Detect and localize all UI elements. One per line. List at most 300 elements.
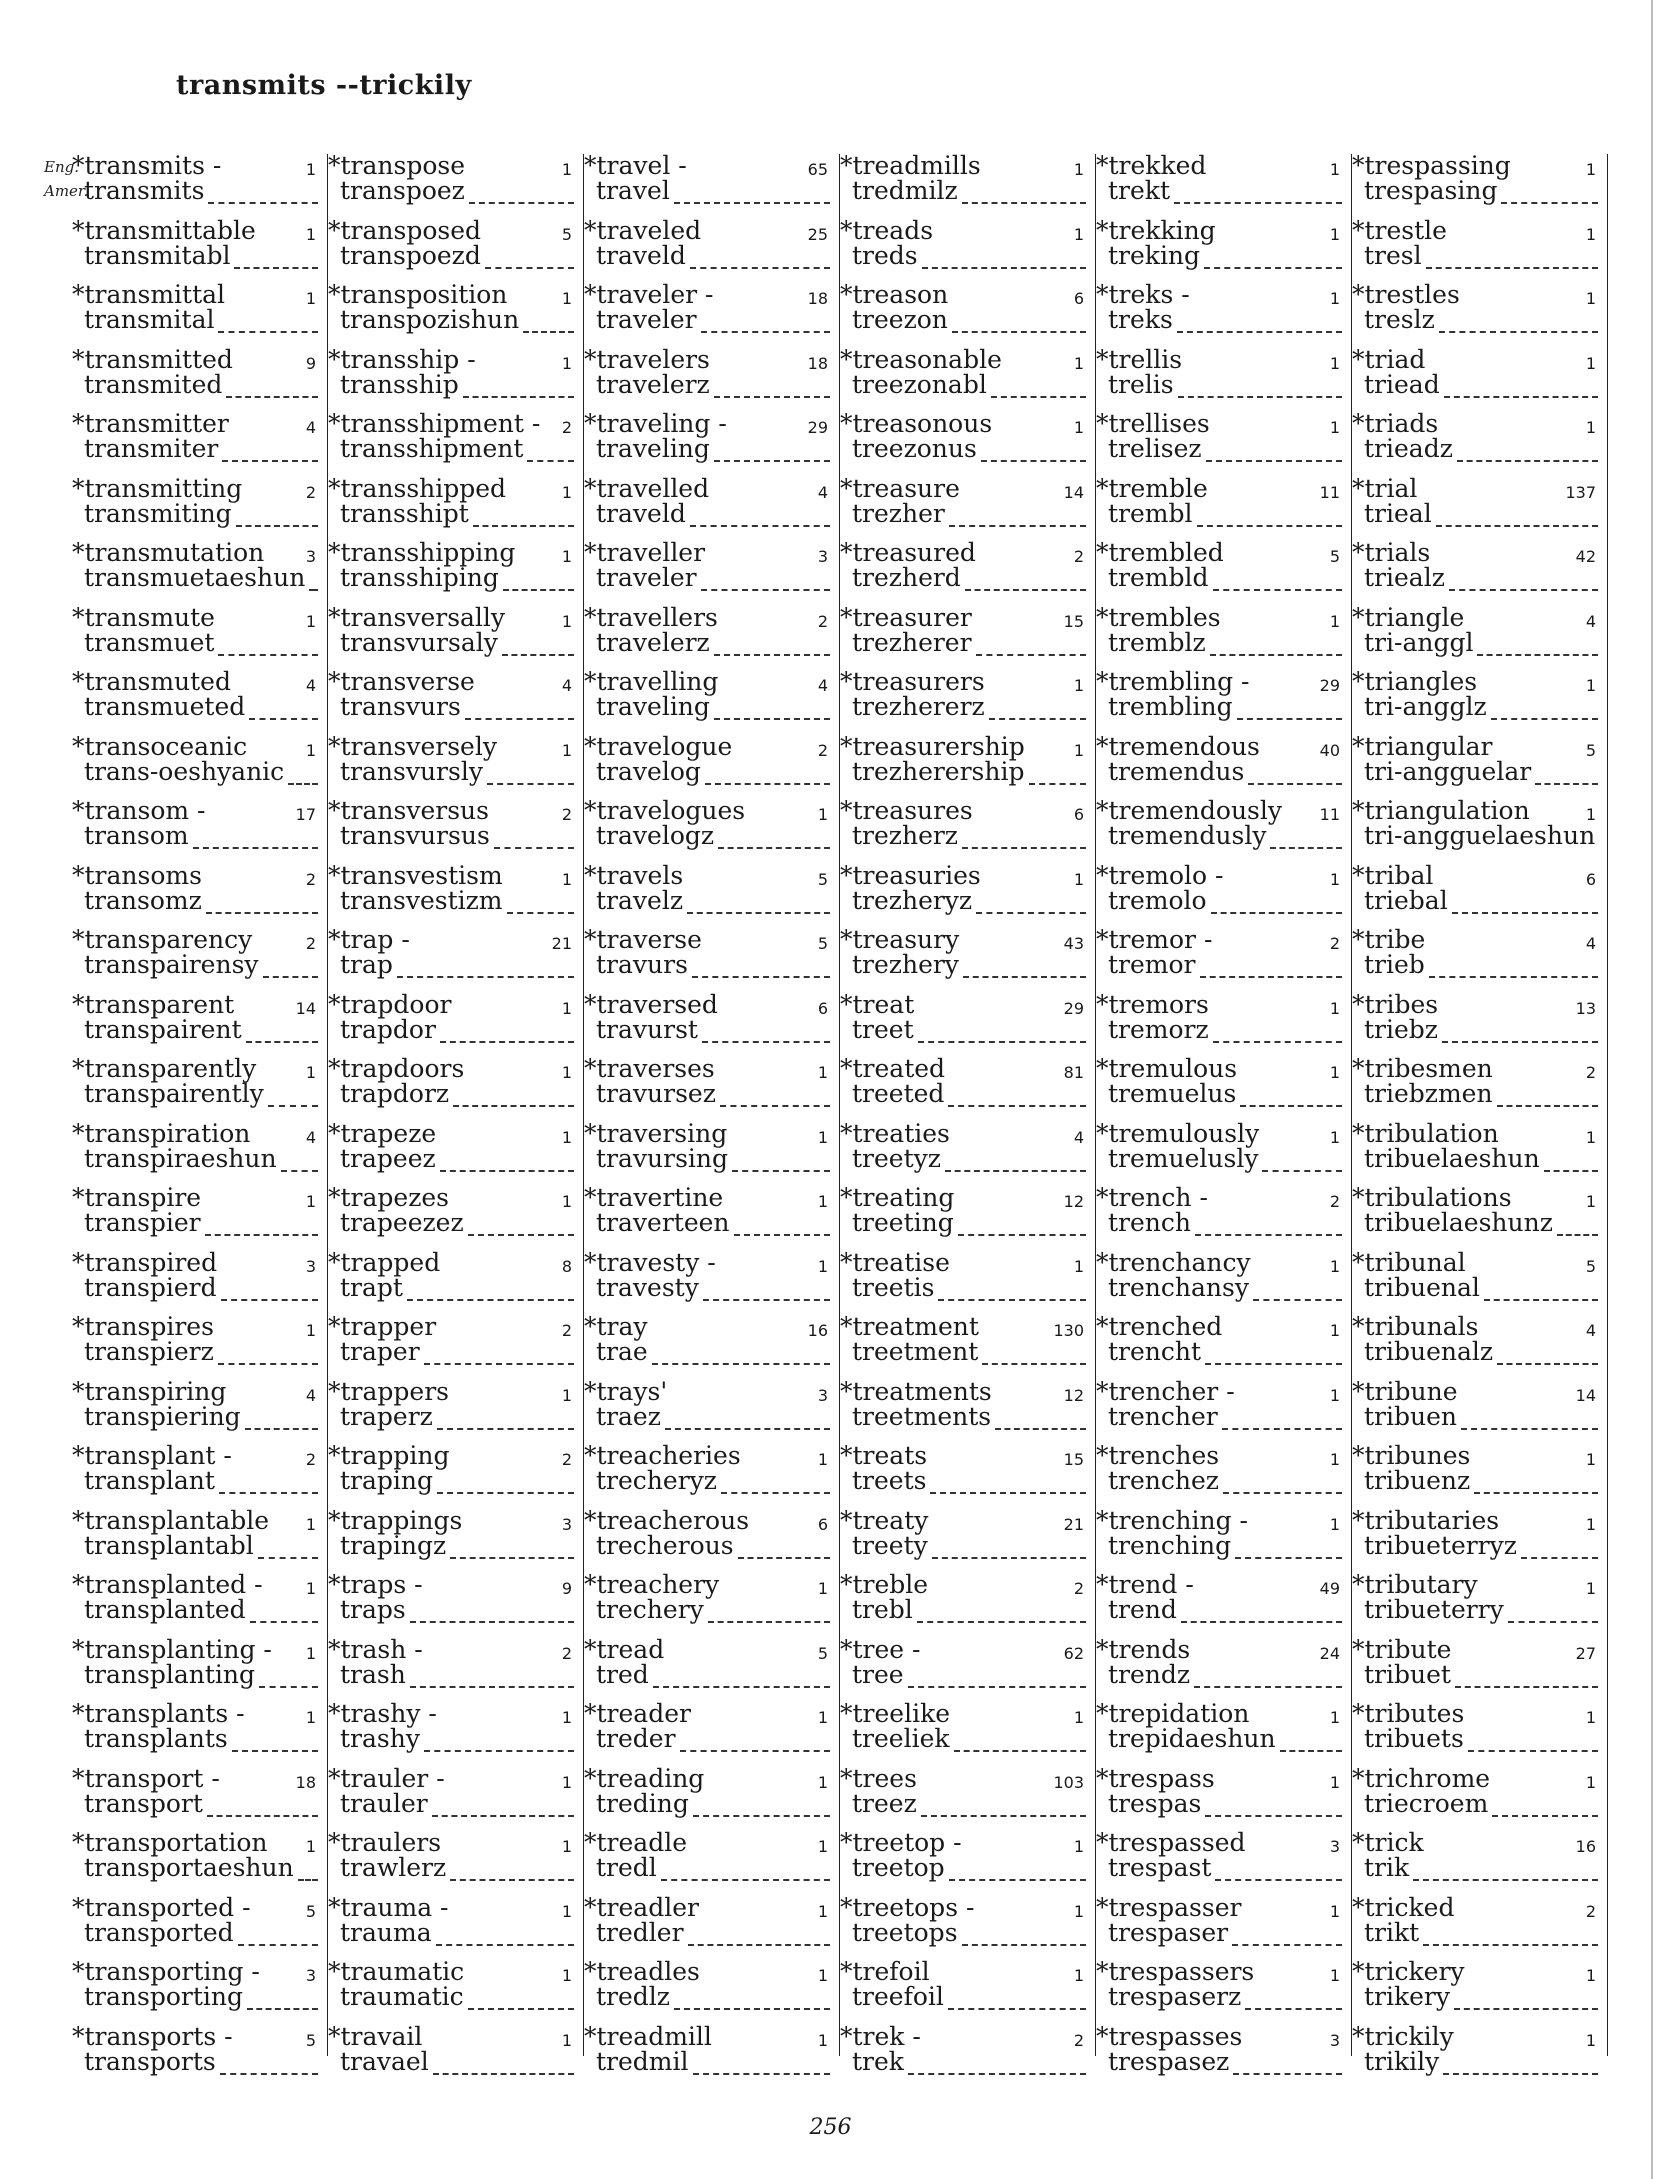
respelling: trembld bbox=[1108, 563, 1209, 592]
leader-dashes bbox=[397, 976, 574, 978]
frequency-count: 29 bbox=[1063, 998, 1084, 1018]
frequency-count: 1 bbox=[817, 805, 828, 824]
word-entry bbox=[328, 1311, 578, 1376]
respelling: transports bbox=[84, 2046, 216, 2076]
respelling: transported bbox=[84, 1917, 234, 1947]
frequency-count: 2 bbox=[305, 482, 316, 502]
frequency-count: 1 bbox=[1585, 224, 1596, 244]
frequency-count: 1 bbox=[1329, 1772, 1340, 1792]
leader-dashes bbox=[995, 1428, 1086, 1430]
headword: *trespasser bbox=[1096, 1892, 1242, 1922]
headword: *trials bbox=[1352, 538, 1431, 567]
leader-dashes bbox=[714, 396, 830, 398]
leader-dashes bbox=[1233, 2073, 1342, 2075]
respelling: treefoil bbox=[852, 1982, 944, 2011]
leader-dashes bbox=[1521, 1557, 1598, 1559]
respelling: trieb bbox=[1364, 950, 1425, 979]
headword: *travelers bbox=[584, 344, 710, 374]
frequency-count: 1 bbox=[561, 998, 572, 1018]
respelling: transvursaly bbox=[340, 627, 498, 657]
leader-dashes bbox=[948, 2008, 1086, 2010]
leader-dashes bbox=[1270, 847, 1342, 849]
respelling: trench bbox=[1108, 1208, 1191, 1237]
word-entry bbox=[840, 473, 1090, 538]
respelling: travael bbox=[340, 2046, 429, 2076]
headword: *trick bbox=[1352, 1828, 1424, 1857]
word-entry bbox=[1352, 1892, 1602, 1957]
leader-dashes bbox=[1222, 1428, 1342, 1430]
headword: *travellers bbox=[584, 602, 718, 632]
frequency-count: 1 bbox=[305, 289, 316, 308]
respelling: treety bbox=[852, 1530, 928, 1560]
leader-dashes bbox=[245, 1428, 318, 1430]
frequency-count: 1 bbox=[561, 547, 572, 566]
word-entry bbox=[72, 1892, 322, 1957]
leader-dashes bbox=[1455, 1686, 1598, 1688]
word-entry bbox=[584, 1634, 834, 1699]
leader-dashes bbox=[1262, 1170, 1342, 1172]
headword: *transmits - bbox=[72, 151, 222, 180]
leader-dashes bbox=[502, 654, 574, 656]
frequency-count: 103 bbox=[1053, 1772, 1084, 1792]
leader-dashes bbox=[207, 1815, 318, 1817]
leader-dashes bbox=[1436, 525, 1598, 527]
respelling: trapeezez bbox=[340, 1208, 464, 1237]
word-entry bbox=[1352, 1053, 1602, 1118]
frequency-count: 5 bbox=[305, 1901, 316, 1921]
respelling: trapdor bbox=[340, 1014, 436, 1044]
word-entry bbox=[584, 1311, 834, 1376]
respelling: trikery bbox=[1364, 1982, 1451, 2011]
frequency-count: 2 bbox=[305, 1450, 316, 1469]
respelling: trieadz bbox=[1364, 434, 1453, 463]
respelling: tremuelusly bbox=[1108, 1143, 1259, 1173]
word-entry bbox=[72, 860, 322, 925]
leader-dashes bbox=[693, 2073, 830, 2075]
word-entry bbox=[1096, 1182, 1346, 1247]
word-entry bbox=[840, 537, 1090, 602]
leader-dashes bbox=[523, 331, 574, 333]
headword: *transportation bbox=[72, 1828, 268, 1857]
word-entry bbox=[1352, 795, 1602, 860]
respelling: trek bbox=[852, 2046, 904, 2076]
word-entry bbox=[72, 1827, 322, 1892]
respelling: transvursly bbox=[340, 756, 483, 786]
respelling: traveling bbox=[596, 692, 710, 721]
headword: *treacheries bbox=[584, 1441, 741, 1470]
word-entry bbox=[328, 731, 578, 796]
respelling: tree bbox=[852, 1659, 904, 1689]
headword: *trepidation bbox=[1096, 1699, 1250, 1728]
leader-dashes bbox=[962, 202, 1086, 204]
word-entry bbox=[328, 1440, 578, 1505]
frequency-count: 1 bbox=[817, 1837, 828, 1856]
leader-dashes bbox=[259, 1686, 318, 1688]
respelling: trezher bbox=[852, 498, 945, 528]
column-rule bbox=[1607, 154, 1609, 2056]
headword: *treetop - bbox=[840, 1828, 962, 1857]
frequency-count: 2 bbox=[305, 869, 316, 889]
headword: *trappings bbox=[328, 1505, 463, 1535]
respelling: tremblz bbox=[1108, 627, 1206, 657]
headword: *transmute bbox=[72, 602, 215, 632]
word-entry bbox=[840, 1827, 1090, 1892]
leader-dashes bbox=[1181, 1621, 1342, 1623]
frequency-count: 3 bbox=[305, 1966, 316, 1985]
headword: *trash - bbox=[328, 1634, 423, 1664]
frequency-count: 3 bbox=[817, 1385, 828, 1405]
word-entry bbox=[584, 924, 834, 989]
headword: *tremolo - bbox=[1096, 860, 1224, 890]
leader-dashes bbox=[917, 1621, 1086, 1623]
word-entry bbox=[1096, 1440, 1346, 1505]
headword: *transmutation bbox=[72, 538, 265, 567]
word-entry bbox=[72, 279, 322, 344]
word-entry bbox=[584, 1247, 834, 1312]
word-entry bbox=[840, 215, 1090, 280]
leader-dashes bbox=[674, 202, 830, 204]
frequency-count: 2 bbox=[1329, 934, 1340, 953]
word-entry bbox=[72, 924, 322, 989]
headword: *treasurer bbox=[840, 602, 972, 632]
respelling: trespaserz bbox=[1108, 1982, 1242, 2011]
frequency-count: 1 bbox=[1585, 1192, 1596, 1211]
headword: *travelogues bbox=[584, 796, 746, 825]
frequency-count: 4 bbox=[1585, 611, 1596, 631]
frequency-count: 1 bbox=[1585, 1708, 1596, 1727]
frequency-count: 1 bbox=[305, 1708, 316, 1727]
word-entry bbox=[1096, 150, 1346, 215]
frequency-count: 2 bbox=[561, 418, 572, 437]
frequency-count: 1 bbox=[561, 1192, 572, 1211]
leader-dashes bbox=[1444, 396, 1598, 398]
leader-dashes bbox=[268, 1105, 318, 1107]
leader-dashes bbox=[238, 1944, 318, 1946]
headword: *transmitting bbox=[72, 473, 243, 503]
leader-dashes bbox=[503, 589, 574, 591]
respelling: transmuet bbox=[84, 627, 215, 657]
headword: *tribunals bbox=[1352, 1312, 1479, 1341]
word-entry bbox=[1096, 1376, 1346, 1441]
leader-dashes bbox=[1508, 1621, 1598, 1623]
leader-dashes bbox=[432, 1815, 574, 1817]
frequency-count: 18 bbox=[295, 1772, 316, 1792]
headword: *trellis bbox=[1096, 344, 1183, 374]
headword: *trembled bbox=[1096, 538, 1224, 567]
headword: *trenching - bbox=[1096, 1505, 1248, 1535]
respelling: triebz bbox=[1364, 1014, 1438, 1044]
leader-dashes bbox=[220, 2073, 318, 2075]
respelling: tremendusly bbox=[1108, 821, 1267, 850]
word-entry bbox=[840, 1505, 1090, 1570]
word-entry bbox=[72, 666, 322, 731]
frequency-count: 12 bbox=[1063, 1385, 1084, 1405]
amer-label: Amer. bbox=[44, 182, 89, 200]
headword: *triangle bbox=[1352, 602, 1465, 632]
word-entry bbox=[584, 1763, 834, 1828]
frequency-count: 1 bbox=[305, 1643, 316, 1663]
leader-dashes bbox=[450, 1879, 574, 1881]
respelling: tribuelaeshunz bbox=[1364, 1208, 1553, 1237]
headword: *traumatic bbox=[328, 1957, 465, 1986]
leader-dashes bbox=[1501, 202, 1598, 204]
frequency-count: 21 bbox=[551, 934, 572, 953]
word-entry bbox=[840, 989, 1090, 1054]
frequency-count: 1 bbox=[561, 1772, 572, 1792]
headword: *triangulation bbox=[1352, 796, 1530, 825]
frequency-count: 1 bbox=[1329, 1966, 1340, 1985]
headword: *triangles bbox=[1352, 667, 1478, 696]
frequency-count: 1 bbox=[305, 1063, 316, 1082]
respelling: traper bbox=[340, 1337, 420, 1366]
frequency-count: 1 bbox=[1585, 1514, 1596, 1534]
respelling: trecheryz bbox=[596, 1466, 717, 1495]
headword: *transported - bbox=[72, 1892, 251, 1922]
leader-dashes bbox=[1177, 331, 1342, 333]
frequency-count: 1 bbox=[1329, 353, 1340, 373]
headword: *trefoil bbox=[840, 1957, 930, 1986]
leader-dashes bbox=[688, 1944, 830, 1946]
word-entry bbox=[72, 473, 322, 538]
frequency-count: 1 bbox=[1585, 160, 1596, 179]
word-entry bbox=[584, 1118, 834, 1183]
respelling: treeliek bbox=[852, 1724, 950, 1753]
word-entry bbox=[840, 1118, 1090, 1183]
headword: *trapped bbox=[328, 1247, 441, 1277]
word-entry bbox=[328, 1956, 578, 2021]
headword: *travertine bbox=[584, 1183, 724, 1212]
leader-dashes bbox=[732, 1170, 830, 1172]
frequency-count: 1 bbox=[1329, 1321, 1340, 1340]
frequency-count: 1 bbox=[561, 2030, 572, 2050]
leader-dashes bbox=[1474, 1492, 1598, 1494]
headword: *trespassed bbox=[1096, 1828, 1246, 1857]
respelling: trezherz bbox=[852, 821, 958, 850]
respelling: tribuet bbox=[1364, 1659, 1451, 1689]
headword: *treason bbox=[840, 280, 949, 309]
respelling: transplant bbox=[84, 1466, 215, 1495]
frequency-count: 1 bbox=[1329, 1127, 1340, 1147]
respelling: trikily bbox=[1364, 2046, 1440, 2076]
respelling: traps bbox=[340, 1595, 406, 1624]
headword: *tremendously bbox=[1096, 796, 1282, 825]
leader-dashes bbox=[1442, 1041, 1598, 1043]
frequency-count: 49 bbox=[1319, 1579, 1340, 1598]
word-entry bbox=[1352, 1956, 1602, 2021]
respelling: tribuelaeshun bbox=[1364, 1143, 1540, 1173]
word-entry bbox=[1096, 473, 1346, 538]
word-entry bbox=[1096, 1892, 1346, 1957]
headword: *treaty bbox=[840, 1505, 929, 1535]
frequency-count: 1 bbox=[817, 1256, 828, 1276]
frequency-count: 21 bbox=[1063, 1514, 1084, 1534]
headword: *transshipping bbox=[328, 538, 516, 567]
leader-dashes bbox=[1178, 396, 1342, 398]
frequency-count: 1 bbox=[1329, 869, 1340, 889]
respelling: transpairensy bbox=[84, 950, 259, 979]
headword: *treasure bbox=[840, 473, 960, 503]
word-entry bbox=[840, 1440, 1090, 1505]
headword: *trapping bbox=[328, 1441, 450, 1470]
frequency-count: 2 bbox=[561, 1450, 572, 1469]
headword: *tribe bbox=[1352, 925, 1426, 954]
leader-dashes bbox=[1205, 1815, 1342, 1817]
headword: *triad bbox=[1352, 344, 1426, 374]
word-entry bbox=[72, 795, 322, 860]
frequency-count: 1 bbox=[1073, 676, 1084, 695]
headword: *transporting - bbox=[72, 1957, 260, 1986]
word-entry bbox=[328, 602, 578, 667]
headword: *treasurership bbox=[840, 731, 1025, 761]
respelling: treetops bbox=[852, 1917, 958, 1947]
headword: *treasuries bbox=[840, 860, 981, 890]
headword: *traversing bbox=[584, 1118, 728, 1148]
frequency-count: 11 bbox=[1319, 482, 1340, 502]
headword: *traverse bbox=[584, 925, 702, 954]
headword: *transpose bbox=[328, 151, 466, 180]
respelling: trenchansy bbox=[1108, 1272, 1249, 1302]
frequency-count: 1 bbox=[1329, 1063, 1340, 1082]
headword: *transplanted - bbox=[72, 1570, 263, 1599]
page-edge-line bbox=[1651, 0, 1653, 2179]
respelling: transvursus bbox=[340, 821, 490, 850]
leader-dashes bbox=[1426, 267, 1598, 269]
frequency-count: 1 bbox=[1585, 676, 1596, 695]
word-entry bbox=[840, 731, 1090, 796]
leader-dashes bbox=[507, 912, 574, 914]
word-entry bbox=[1352, 215, 1602, 280]
leader-dashes bbox=[1223, 1492, 1342, 1494]
word-entry bbox=[584, 2021, 834, 2086]
frequency-count: 1 bbox=[561, 740, 572, 760]
respelling: transvurs bbox=[340, 692, 461, 721]
respelling: treking bbox=[1108, 240, 1201, 270]
frequency-count: 6 bbox=[1585, 869, 1596, 889]
headword: *tribulations bbox=[1352, 1183, 1512, 1212]
word-entry bbox=[328, 1698, 578, 1763]
word-entry bbox=[72, 1311, 322, 1376]
headword: *treatment bbox=[840, 1312, 979, 1341]
word-entry bbox=[584, 1892, 834, 1957]
headword: *trapper bbox=[328, 1312, 437, 1341]
frequency-count: 1 bbox=[561, 1708, 572, 1727]
word-entry bbox=[72, 215, 322, 280]
leader-dashes bbox=[949, 525, 1086, 527]
word-entry bbox=[1352, 2021, 1602, 2086]
respelling: transmiting bbox=[84, 498, 232, 528]
frequency-count: 9 bbox=[561, 1579, 572, 1598]
word-entry bbox=[328, 924, 578, 989]
headword: *transpired bbox=[72, 1247, 218, 1277]
leader-dashes bbox=[665, 1428, 830, 1430]
headword: *trench - bbox=[1096, 1183, 1208, 1212]
frequency-count: 1 bbox=[1073, 740, 1084, 760]
frequency-count: 18 bbox=[807, 353, 828, 373]
respelling: trezhererz bbox=[852, 692, 985, 721]
respelling: transpierz bbox=[84, 1337, 214, 1366]
leader-dashes bbox=[1429, 976, 1598, 978]
respelling: travelogz bbox=[596, 821, 715, 850]
respelling: transport bbox=[84, 1788, 203, 1818]
word-entry bbox=[1352, 279, 1602, 344]
respelling: traping bbox=[340, 1466, 434, 1495]
leader-dashes bbox=[1029, 783, 1086, 785]
frequency-count: 3 bbox=[1329, 2030, 1340, 2050]
respelling: trapingz bbox=[340, 1530, 447, 1560]
respelling: transom bbox=[84, 821, 189, 850]
frequency-count: 1 bbox=[1585, 2030, 1596, 2050]
headword: *travelling bbox=[584, 667, 719, 696]
leader-dashes bbox=[222, 460, 318, 462]
leader-dashes bbox=[250, 1621, 318, 1623]
respelling: treds bbox=[852, 240, 918, 270]
headword: *treasures bbox=[840, 796, 973, 825]
word-entry bbox=[1352, 731, 1602, 796]
headword: *treetops - bbox=[840, 1892, 975, 1922]
headword: *transversally bbox=[328, 602, 506, 632]
leader-dashes bbox=[918, 1041, 1086, 1043]
respelling: trapeez bbox=[340, 1143, 436, 1173]
word-entry bbox=[1352, 150, 1602, 215]
headword: *trespassing bbox=[1352, 151, 1511, 180]
leader-dashes bbox=[976, 912, 1086, 914]
headword: *treatise bbox=[840, 1247, 950, 1277]
leader-dashes bbox=[674, 2008, 830, 2010]
respelling: trezherership bbox=[852, 756, 1025, 786]
leader-dashes bbox=[206, 912, 318, 914]
headword: *traveled bbox=[584, 215, 702, 245]
leader-dashes bbox=[1240, 1105, 1342, 1107]
headword: *transpire bbox=[72, 1183, 202, 1212]
respelling: treezon bbox=[852, 305, 948, 334]
word-entry bbox=[72, 1634, 322, 1699]
word-entry bbox=[72, 1118, 322, 1183]
respelling: traperz bbox=[340, 1401, 433, 1431]
respelling: trepidaeshun bbox=[1108, 1724, 1276, 1753]
frequency-count: 1 bbox=[561, 353, 572, 373]
frequency-count: 1 bbox=[305, 1192, 316, 1211]
word-entry bbox=[72, 2021, 322, 2086]
frequency-count: 27 bbox=[1575, 1643, 1596, 1663]
headword: *treadmills bbox=[840, 151, 981, 180]
respelling: treetis bbox=[852, 1272, 935, 1302]
headword: *trek - bbox=[840, 2021, 921, 2051]
word-entry bbox=[328, 1827, 578, 1892]
respelling: transpierd bbox=[84, 1272, 217, 1302]
leader-dashes bbox=[1461, 1428, 1598, 1430]
word-entry bbox=[840, 1182, 1090, 1247]
leader-dashes bbox=[921, 1815, 1086, 1817]
word-entry bbox=[1096, 1053, 1346, 1118]
respelling: treezonabl bbox=[852, 369, 987, 399]
headword: *tribunes bbox=[1352, 1441, 1471, 1470]
frequency-count: 1 bbox=[1585, 353, 1596, 373]
frequency-count: 4 bbox=[1585, 934, 1596, 953]
respelling: travurst bbox=[596, 1014, 698, 1044]
leader-dashes bbox=[714, 460, 830, 462]
headword: *trapdoors bbox=[328, 1054, 465, 1083]
respelling: transporting bbox=[84, 1982, 243, 2011]
leader-dashes bbox=[661, 1879, 830, 1881]
word-entry bbox=[72, 1763, 322, 1828]
frequency-count: 4 bbox=[1585, 1321, 1596, 1340]
leader-dashes bbox=[1200, 976, 1342, 978]
word-entry bbox=[1096, 279, 1346, 344]
word-entry bbox=[1352, 1569, 1602, 1634]
respelling: treetyz bbox=[852, 1143, 941, 1173]
leader-dashes bbox=[721, 1492, 830, 1494]
frequency-count: 1 bbox=[305, 224, 316, 244]
